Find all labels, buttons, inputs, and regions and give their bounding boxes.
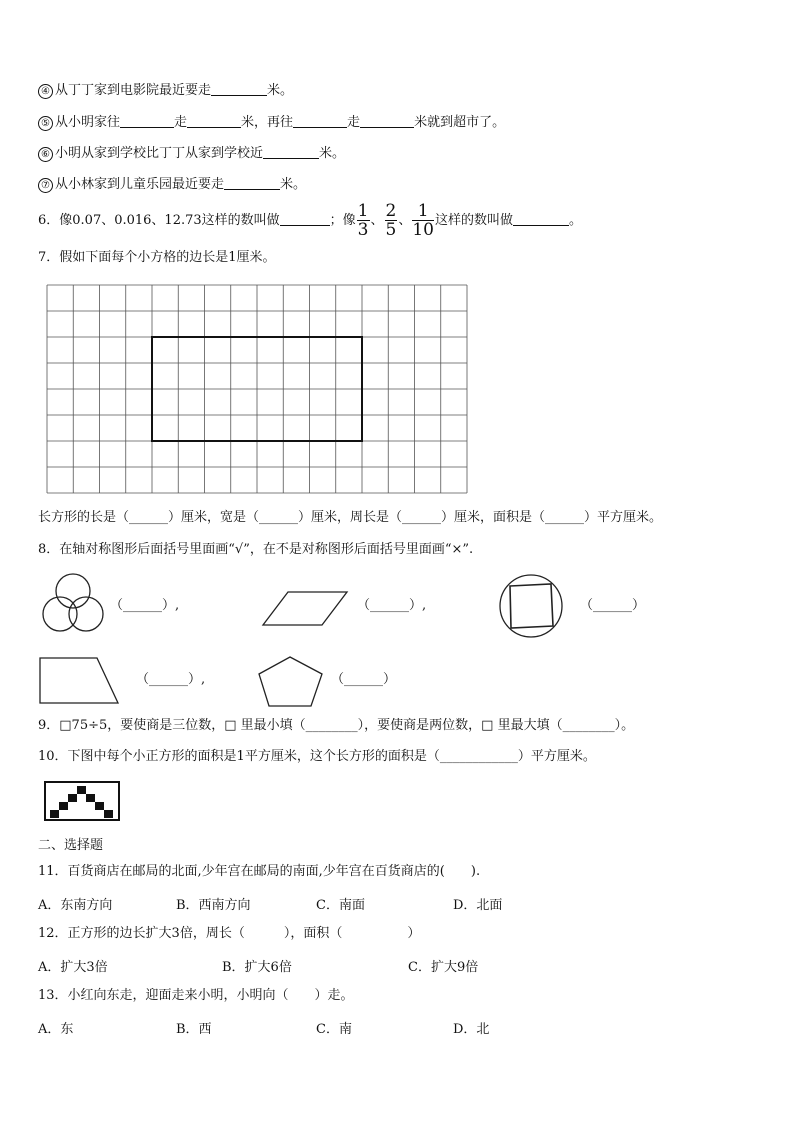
separator: 、 xyxy=(370,213,384,228)
item-text: 从小明家往 xyxy=(55,115,121,130)
fraction: $\frac{2}{5}$ xyxy=(385,200,397,240)
item-4 xyxy=(38,82,293,100)
option-a[interactable]: A．东 xyxy=(38,1022,74,1037)
item-7 xyxy=(38,176,306,194)
fraction: $\frac{1}{10}$ xyxy=(412,200,434,240)
answer-blank-figure-3[interactable]: （______） xyxy=(580,598,646,613)
answer-blank[interactable] xyxy=(211,83,267,96)
question-10[interactable]: 10．下图中每个小正方形的面积是1平方厘米，这个长方形的面积是（____________）平方厘米。 xyxy=(38,749,596,764)
option-b[interactable]: B．扩大6倍 xyxy=(222,960,292,975)
fraction: $\frac{1}{3}$ xyxy=(357,200,369,240)
grid-figure xyxy=(46,284,468,494)
option-a[interactable]: A．扩大3倍 xyxy=(38,960,108,975)
answer-blank[interactable] xyxy=(293,115,347,128)
question-8-stem: 8．在轴对称图形后面括号里面画“√”，在不是对称图形后面括号里面画“×”. xyxy=(38,542,474,557)
answer-blank-figure-5[interactable]: （______） xyxy=(331,672,397,687)
answer-blank[interactable] xyxy=(280,213,330,226)
square-in-circle-figure xyxy=(499,574,563,638)
option-b[interactable]: B．西南方向 xyxy=(176,898,251,913)
option-d[interactable]: D．北 xyxy=(453,1022,490,1037)
option-a[interactable]: A．东南方向 xyxy=(38,898,113,913)
answer-blank[interactable] xyxy=(224,177,280,190)
answer-blank-figure-1[interactable]: （______）, xyxy=(110,598,180,613)
option-d[interactable]: D．北面 xyxy=(453,898,503,913)
question-11-stem: 11．百货商店在邮局的北面,少年宫在邮局的南面,少年宫在百货商店的( ). xyxy=(38,864,481,879)
question-9[interactable]: 9．□75÷5，要使商是三位数，□ 里最小填（________），要使商是两位数，□ 里最大填（________）。 xyxy=(38,718,635,733)
option-c[interactable]: C．南 xyxy=(316,1022,352,1037)
answer-blank-figure-4[interactable]: （______）, xyxy=(136,672,206,687)
item-number: ⑦ xyxy=(38,178,53,193)
item-text: 米。 xyxy=(319,146,346,161)
item-number: ⑤ xyxy=(38,116,53,131)
trapezoid-figure xyxy=(39,657,119,705)
item-text: 小明从家到学校比丁丁从家到学校近 xyxy=(55,146,264,161)
question-text: 。 xyxy=(569,213,583,228)
item-number: ⑥ xyxy=(38,147,53,162)
item-text: 米，再往 xyxy=(241,115,294,130)
option-b[interactable]: B．西 xyxy=(176,1022,212,1037)
item-5 xyxy=(38,114,505,132)
answer-blank-figure-2[interactable]: （______）, xyxy=(357,598,427,613)
separator: 、 xyxy=(398,213,412,228)
item-text: 从小林家到儿童乐园最近要走 xyxy=(55,177,225,192)
answer-blank[interactable] xyxy=(513,213,569,226)
three-circles-figure xyxy=(40,571,106,637)
question-13-stem: 13．小红向东走，迎面走来小明，小明向（ ）走。 xyxy=(38,988,354,1003)
item-text: 走 xyxy=(174,115,188,130)
answer-blank[interactable] xyxy=(120,115,174,128)
question-12-stem: 12．正方形的边长扩大3倍，周长（ ），面积（ ） xyxy=(38,926,421,941)
grid-lines xyxy=(47,285,467,493)
item-text: 从丁丁家到电影院最近要走 xyxy=(55,83,212,98)
item-text: 米。 xyxy=(280,177,307,192)
question-text: 这样的数叫做 xyxy=(435,213,514,228)
item-6 xyxy=(38,145,345,163)
question-6 xyxy=(38,200,582,242)
answer-blank[interactable] xyxy=(360,115,414,128)
pentagon-figure xyxy=(258,656,324,708)
option-c[interactable]: C．扩大9倍 xyxy=(408,960,479,975)
question-7-answer[interactable]: 长方形的长是（______）厘米，宽是（______）厘米，周长是（______）厘米，面积是（______）平方厘米。 xyxy=(38,510,663,525)
item-number: ④ xyxy=(38,84,53,99)
option-c[interactable]: C．南面 xyxy=(316,898,365,913)
item-text: 走 xyxy=(347,115,361,130)
question-text: ；像 xyxy=(329,213,356,228)
question-text: 6．像0.07、0.016、12.73这样的数叫做 xyxy=(38,213,280,228)
item-text: 米就到超市了。 xyxy=(414,115,506,130)
answer-blank[interactable] xyxy=(263,146,319,159)
answer-blank[interactable] xyxy=(187,115,241,128)
staircase-rectangle-figure xyxy=(44,781,120,821)
parallelogram-figure xyxy=(262,591,348,627)
section-title: 二、选择题 xyxy=(38,838,104,853)
question-7-stem: 7．假如下面每个小方格的边长是1厘米。 xyxy=(38,250,276,265)
item-text: 米。 xyxy=(267,83,294,98)
